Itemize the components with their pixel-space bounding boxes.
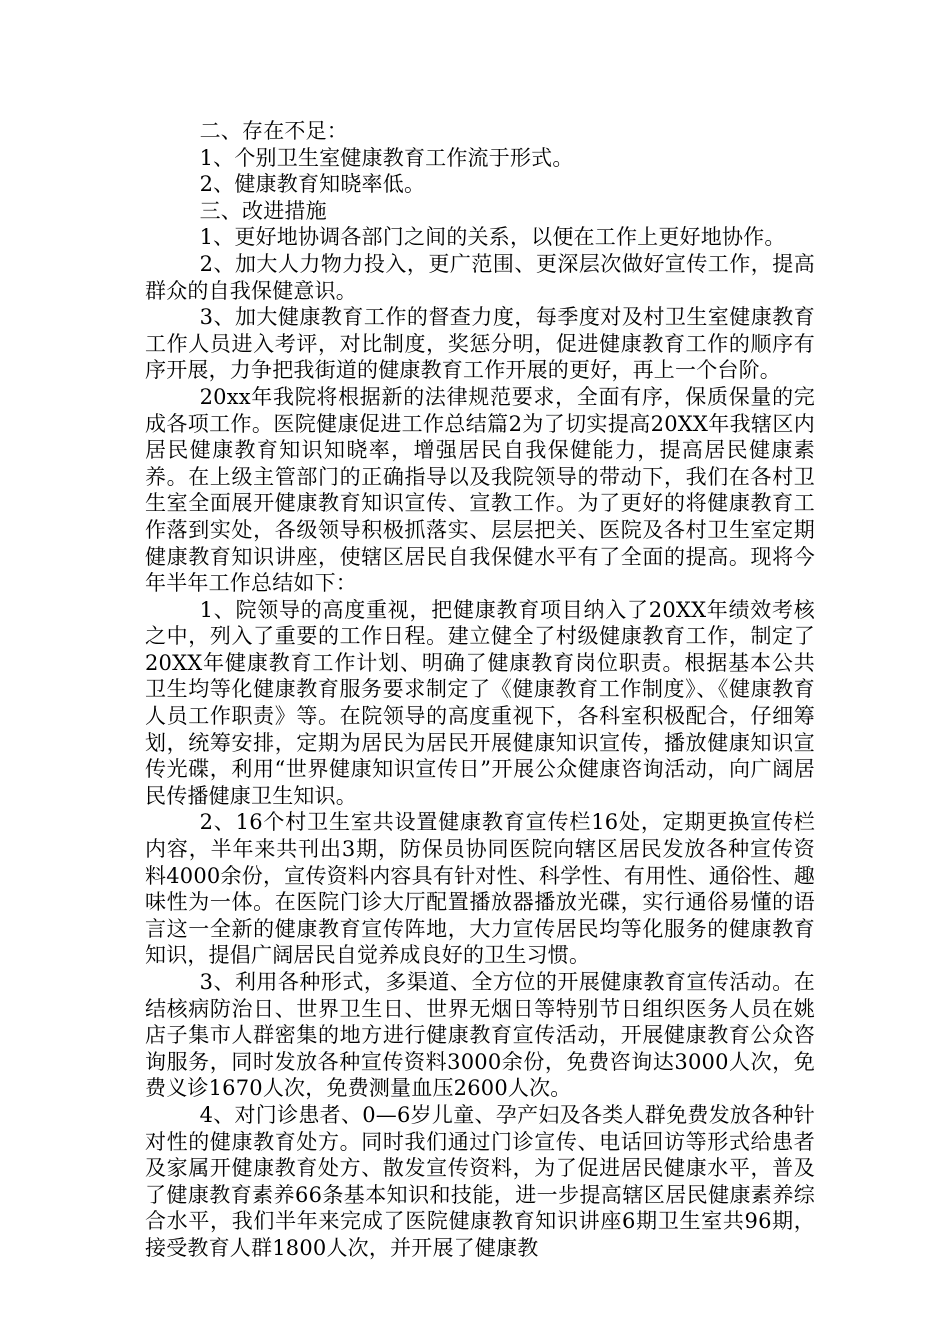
paragraph: 3、加大健康教育工作的督查力度，每季度对及村卫生室健康教育工作人员进入考评，对比制度，奖惩分明，促进健康教育工作的顺序有序开展，力争把我街道的健康教育工作开展的更好，再上一个台阶。 xyxy=(145,305,815,383)
paragraph: 2、16个村卫生室共设置健康教育宣传栏16处，定期更换宣传栏内容，半年来共刊出3期，防保员协同医院向辖区居民发放各种宣传资料4000余份，宣传资料内容具有针对性、科学性、有用性、通俗性、趣味性为一体。在医院门诊大厅配置播放器播放光碟，实行通俗易懂的语言这一全新的健康教育宣传阵地，大力宣传居民均等化服务的健康教育知识，提倡广阔居民自觉养成良好的卫生习惯。 xyxy=(145,810,815,968)
paragraph: 3、利用各种形式，多渠道、全方位的开展健康教育宣传活动。在结核病防治日、世界卫生日、世界无烟日等特别节日组织医务人员在姚店子集市人群密集的地方进行健康教育宣传活动，开展健康教育公众咨询服务，同时发放各种宣传资料3000余份，免费咨询达3000人次，免费义诊1670人次，免费测量血压2600人次。 xyxy=(145,970,815,1101)
paragraph: 三、改进措施 xyxy=(199,198,327,223)
paragraph: 1、个别卫生室健康教育工作流于形式。 xyxy=(199,145,574,170)
paragraph: 20xx年我院将根据新的法律规范要求，全面有序，保质保量的完成各项工作。医院健康促进工作总结篇2为了切实提高20XX年我辖区内居民健康教育知识知晓率，增强居民自我保健能力，提高居民健康素养。在上级主管部门的正确指导以及我院领导的带动下，我们在各村卫生室全面展开健康教育知识宣传、宣教工作。为了更好的将健康教育工作落到实处，各级领导积极抓落实、层层把关、医院及各村卫生室定期健康教育知识讲座，使辖区居民自我保健水平有了全面的提高。现将今年半年工作总结如下： xyxy=(145,384,815,596)
paragraph: 1、院领导的高度重视，把健康教育项目纳入了20XX年绩效考核之中，列入了重要的工作日程。建立健全了村级健康教育工作，制定了20XX年健康教育工作计划、明确了健康教育岗位职责。根据基本公共卫生均等化健康教育服务要求制定了《健康教育工作制度》、《健康教育人员工作职责》等。在院领导的高度重视下，各科室积极配合，仔细筹划，统筹安排，定期为居民为居民开展健康知识宣传，播放健康知识宣传光碟，利用“世界健康知识宣传日”开展公众健康咨询活动，向广阔居民传播健康卫生知识。 xyxy=(145,597,815,808)
paragraph: 1、更好地协调各部门之间的关系，以便在工作上更好地协作。 xyxy=(199,225,786,250)
paragraph: 4、对门诊患者、0—6岁儿童、孕产妇及各类人群免费发放各种针对性的健康教育处方。同时我们通过门诊宣传、电话回访等形式给患者及家属开健康教育处方、散发宣传资料，为了促进居民健康水平，普及了健康教育素养66条基本知识和技能，进一步提高辖区居民健康素养综合水平，我们半年来完成了医院健康教育知识讲座6期卫生室共96期，接受教育人群1800人次，并开展了健康教 xyxy=(145,1102,815,1260)
document-body xyxy=(145,118,815,1262)
paragraph: 2、健康教育知晓率低。 xyxy=(199,172,426,197)
paragraph: 二、存在不足： xyxy=(199,119,348,143)
paragraph: 2、加大人力物力投入，更广范围、更深层次做好宣传工作，提高群众的自我保健意识。 xyxy=(145,251,815,303)
